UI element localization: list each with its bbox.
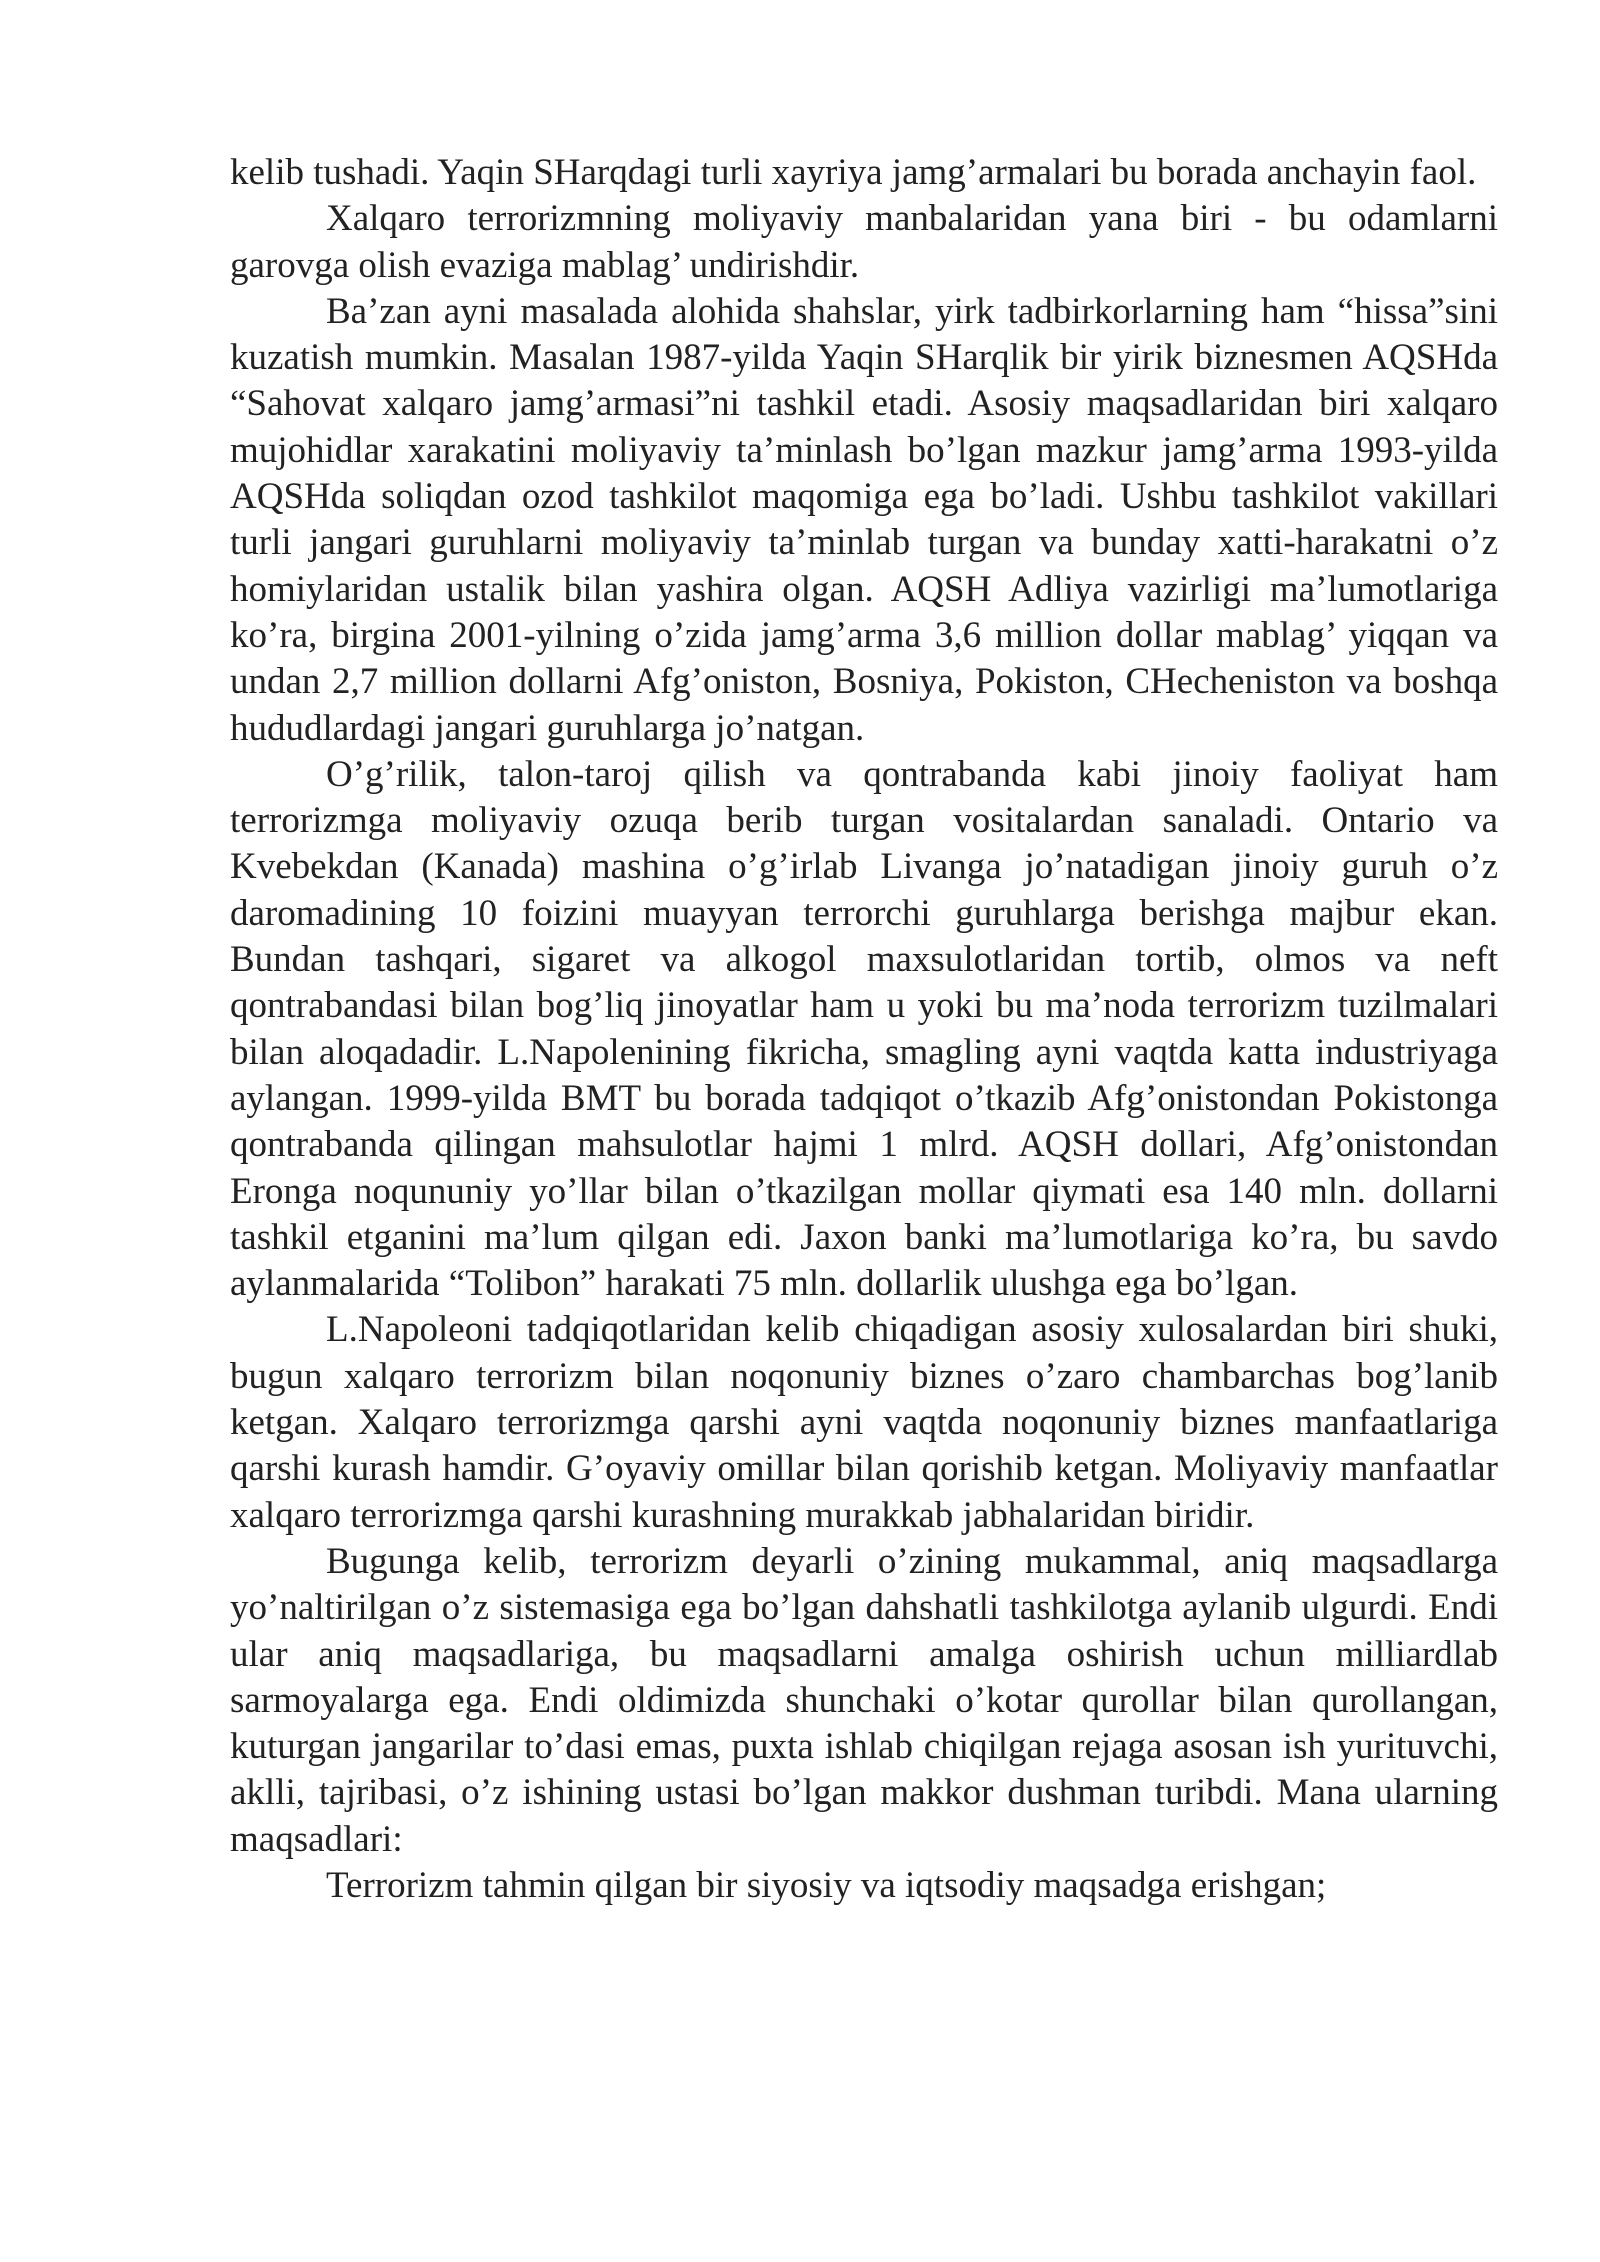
paragraph-5: L.Napoleoni tadqiqotlaridan kelib chiqadigan asosiy xulosalardan biri shuki, bugun xalqaro terrorizm bilan noqonuniy biznes o’zaro chambarchas bog’lanib ketgan. Xalqaro terrorizmga qarshi ayni vaqtda noqonuniy biznes manfaatlariga qarshi kurash hamdir. G’oyaviy omillar bilan qorishib ketgan. Moliyaviy manfaatlar xalqaro terrorizmga qarshi kurashning murakkab jabhalaridan biridir. bbox=[230, 1309, 1498, 1536]
paragraph-1: kelib tushadi. Yaqin SHarqdagi turli xayriya jamg’armalari bu borada anchayin faol. bbox=[230, 152, 1477, 193]
paragraph-3: Ba’zan ayni masalada alohida shahslar, yirk tadbirkorlarning ham “hissa”sini kuzatish mumkin. Masalan 1987-yilda Yaqin SHarqlik bir yirik biznesmen AQSHda “Sahovat xalqaro jamg’armasi”ni tashkil etadi. Asosiy maqsadlaridan biri xalqaro mujohidlar xarakatini moliyaviy ta’minlash bo’lgan mazkur jamg’arma 1993-yilda AQSHda soliqdan ozod tashkilot maqomiga ega bo’ladi. Ushbu tashkilot vakillari turli jangari guruhlarni moliyaviy ta’minlab turgan va bunday xatti-harakatni o’z homiylaridan ustalik bilan yashira olgan. AQSH Adliya vazirligi ma’lumotlariga ko’ra, birgina 2001-yilning o’zida jamg’arma 3,6 million dollar mablag’ yiqqan va undan 2,7 million dollarni Afg’oniston, Bosniya, Pokiston, CHecheniston va boshqa hududlardagi jangari guruhlarga jo’natgan. bbox=[230, 290, 1498, 749]
paragraph-2: Xalqaro terrorizmning moliyaviy manbalaridan yana biri - bu odamlarni garovga olish evaziga mablag’ undirishdir. bbox=[230, 198, 1498, 286]
paragraph-4: O’g’rilik, talon-taroj qilish va qontrabanda kabi jinoiy faoliyat ham terrorizmga moliyaviy ozuqa berib turgan vositalardan sanaladi. Ontario va Kvebekdan (Kanada) mashina o’g’irlab Livanga jo’natadigan jinoiy guruh o’z daromadining 10 foizini muayyan terrorchi guruhlarga berishga majbur ekan. Bundan tashqari, sigaret va alkogol maxsulotlaridan tortib, olmos va neft qontrabandasi bilan bog’liq jinoyatlar ham u yoki bu ma’noda terrorizm tuzilmalari bilan aloqadadir. L.Napolenining fikricha, smagling ayni vaqtda katta industriyaga aylangan. 1999-yilda BMT bu borada tadqiqot o’tkazib Afg’onistondan Pokistonga qontrabanda qilingan mahsulotlar hajmi 1 mlrd. AQSH dollari, Afg’onistondan Eronga noqununiy yo’llar bilan o’tkazilgan mollar qiymati esa 140 mln. dollarni tashkil etganini ma’lum qilgan edi. Jaxon banki ma’lumotlariga ko’ra, bu savdo aylanmalarida “Tolibon” harakati 75 mln. dollarlik ulushga ega bo’lgan. bbox=[230, 753, 1498, 1305]
paragraph-6: Bugunga kelib, terrorizm deyarli o’zining mukammal, aniq maqsadlarga yo’naltirilgan o’z sistemasiga ega bo’lgan dahshatli tashkilotga aylanib ulgurdi. Endi ular aniq maqsadlariga, bu maqsadlarni amalga oshirish uchun milliardlab sarmoyalarga ega. Endi oldimizda shunchaki o’kotar qurollar bilan qurollangan, kuturgan jangarilar to’dasi emas, puxta ishlab chiqilgan rejaga asosan ish yurituvchi, aklli, tajribasi, o’z ishining ustasi bo’lgan makkor dushman turibdi. Mana ularning maqsadlari: bbox=[230, 1540, 1498, 1860]
paragraph-7: Terrorizm tahmin qilgan bir siyosiy va iqtsodiy maqsadga erishgan; bbox=[326, 1864, 1327, 1906]
document-page bbox=[230, 150, 1498, 1909]
